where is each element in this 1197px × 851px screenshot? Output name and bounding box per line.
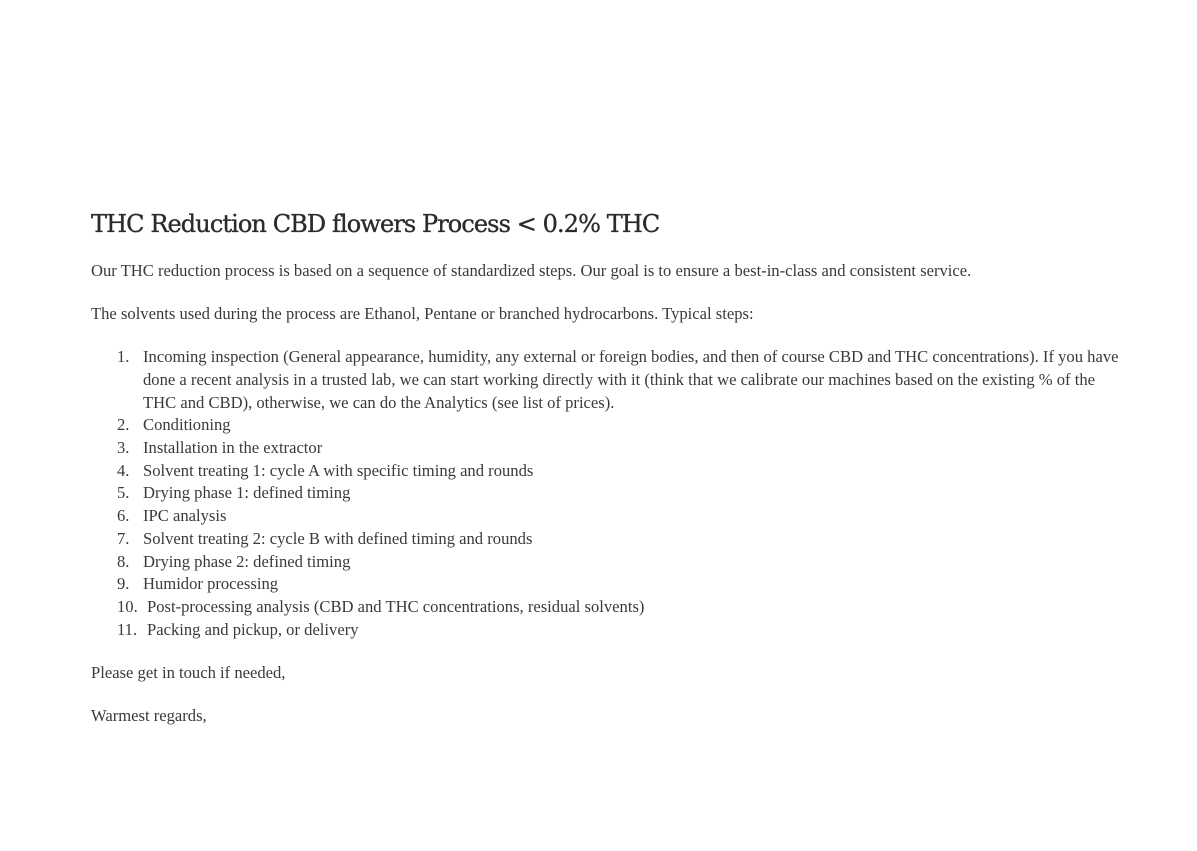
list-item — [91, 482, 1121, 505]
step-text: Solvent treating 1: cycle A with specific timing and rounds — [143, 460, 534, 480]
step-number: 9. — [117, 574, 130, 594]
list-item — [91, 414, 1121, 437]
step-number: 10. — [117, 596, 138, 616]
document-title: THC Reduction CBD flowers Process < 0.2% THC — [91, 210, 660, 238]
step-text: IPC analysis — [143, 506, 227, 526]
list-item — [91, 505, 1121, 528]
step-number: 6. — [117, 506, 130, 526]
list-item — [91, 551, 1121, 574]
list-item — [91, 573, 1121, 596]
list-item — [91, 346, 1121, 414]
list-item — [91, 619, 1121, 642]
step-text: Drying phase 1: defined timing — [143, 483, 351, 503]
list-item — [91, 437, 1121, 460]
step-number: 2. — [117, 415, 130, 435]
document-body — [91, 207, 1121, 728]
step-number: 5. — [117, 483, 130, 503]
step-text: Post-processing analysis (CBD and THC concentrations, residual solvents) — [147, 596, 645, 616]
step-text: Installation in the extractor — [143, 438, 323, 457]
step-number: 8. — [117, 551, 130, 571]
step-number: 11. — [117, 619, 138, 639]
step-number: 1. — [117, 347, 130, 367]
process-steps-list — [91, 346, 1121, 641]
step-number: 4. — [117, 460, 130, 480]
step-text: Packing and pickup, or delivery — [147, 619, 359, 639]
closing-paragraph: Please get in touch if needed, — [91, 662, 286, 682]
intro-paragraph: Our THC reduction process is based on a sequence of standardized steps. Our goal is to ensure a best-in-class and consistent service. — [91, 261, 972, 280]
step-text: Solvent treating 2: cycle B with defined timing and rounds — [143, 528, 533, 548]
step-text: Incoming inspection (General appearance, humidity, any external or foreign bodies, and then of course CBD and THC concentrations). If you have done a recent analysis in a trusted lab, we can start working directly with it (think that we calibrate our machines based on the existing % of the THC and CBD), otherwise, we can do the Analytics (see list of prices). — [143, 347, 1119, 412]
list-item — [91, 460, 1121, 483]
list-item — [91, 596, 1121, 619]
step-number: 7. — [117, 528, 130, 548]
step-text: Drying phase 2: defined timing — [143, 551, 351, 571]
step-text: Conditioning — [143, 415, 231, 435]
list-item — [91, 528, 1121, 551]
signoff-paragraph: Warmest regards, — [91, 705, 207, 725]
step-number: 3. — [117, 438, 130, 457]
solvents-paragraph: The solvents used during the process are Ethanol, Pentane or branched hydrocarbons. Typical steps: — [91, 304, 754, 324]
step-text: Humidor processing — [143, 574, 279, 594]
